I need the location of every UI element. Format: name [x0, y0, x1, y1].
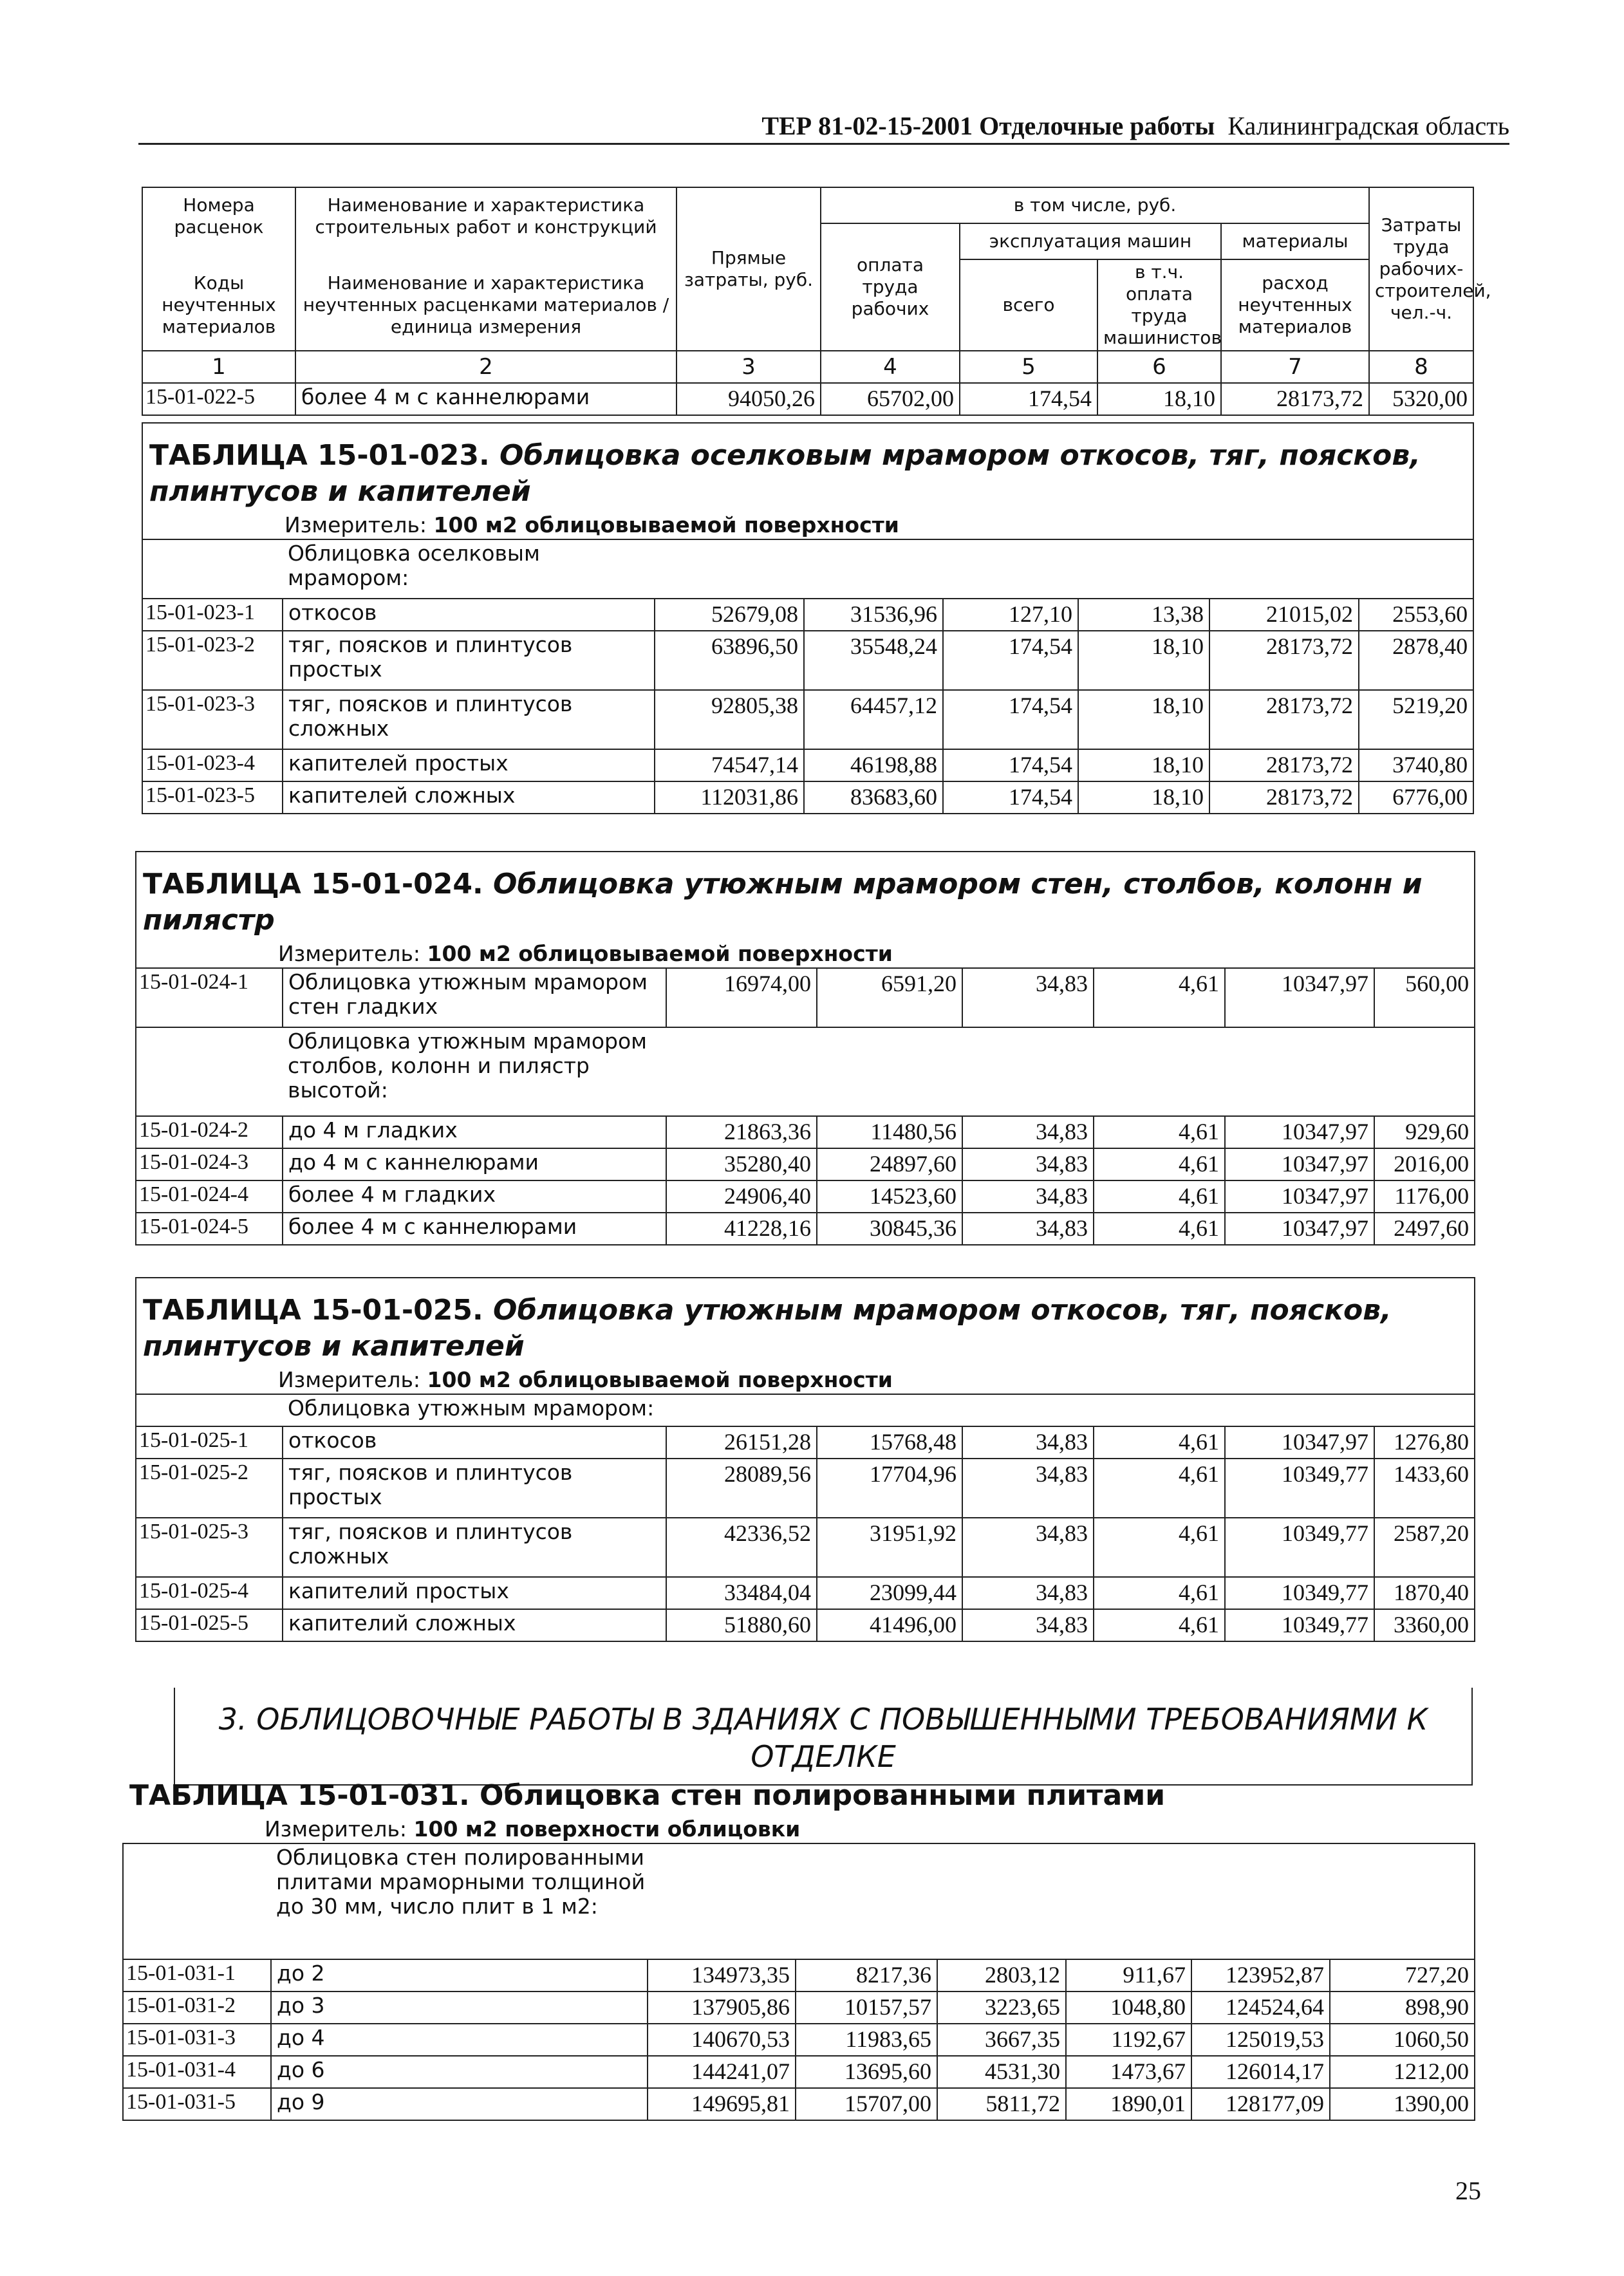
row-mat: 28173,72 [1209, 631, 1359, 690]
row-hours: 1433,60 [1374, 1459, 1475, 1518]
row-labor: 31536,96 [804, 599, 943, 631]
row-mach: 3667,35 [937, 2024, 1066, 2056]
col-num-1: 1 [142, 351, 295, 383]
row-mach-labor: 18,10 [1078, 690, 1209, 749]
row-name: до 2 [271, 1959, 648, 1992]
row-name: более 4 м с каннелюрами [283, 1213, 666, 1245]
table-row [142, 383, 1473, 415]
column-header-table [142, 187, 1491, 416]
col8-header: Затраты труда рабочих-строителей, чел.-ч. [1369, 187, 1473, 351]
row-mach: 174,54 [943, 690, 1078, 749]
table-row [142, 599, 1473, 631]
row-code: 15-01-025-3 [136, 1518, 283, 1577]
row-direct: 21863,36 [666, 1116, 817, 1148]
table-row [123, 2024, 1475, 2056]
section-title: 3. ОБЛИЦОВОЧНЫЕ РАБОТЫ В ЗДАНИЯХ С ПОВЫШЕННЫМИ ТРЕБОВАНИЯМИ К ОТДЕЛКЕ [174, 1688, 1472, 1785]
row-hours: 2497,60 [1374, 1213, 1475, 1245]
row-direct: 24906,40 [666, 1180, 817, 1213]
row-labor: 31951,92 [817, 1518, 962, 1577]
row-code: 15-01-024-1 [136, 968, 283, 1027]
row-code: 15-01-024-2 [136, 1116, 283, 1148]
row-hours: 1390,00 [1330, 2088, 1475, 2120]
row-mach-labor: 4,61 [1094, 1609, 1225, 1641]
col-num-3: 3 [677, 351, 821, 383]
table-title [123, 1764, 1475, 1816]
row-mat: 28173,72 [1209, 781, 1359, 814]
row-labor: 30845,36 [817, 1213, 962, 1245]
table-row [142, 749, 1473, 781]
col7-header: расход неучтенных материалов [1221, 259, 1369, 351]
row-code: 15-01-031-2 [123, 1992, 271, 2024]
row-mat: 10349,77 [1225, 1459, 1374, 1518]
row-labor: 46198,88 [804, 749, 943, 781]
row-labor: 8217,36 [796, 1959, 937, 1992]
row-mach: 34,83 [962, 1180, 1094, 1213]
row-code: 15-01-031-5 [123, 2088, 271, 2120]
row-labor: 23099,44 [817, 1577, 962, 1609]
row-mat: 10349,77 [1225, 1609, 1374, 1641]
row-direct: 51880,60 [666, 1609, 817, 1641]
running-header [138, 111, 1509, 145]
row-labor: 65702,00 [821, 383, 960, 415]
col3-header: Прямые затраты, руб. [677, 187, 821, 351]
table-row [136, 1518, 1475, 1577]
row-name: Облицовка утюжным мрамором стен гладких [283, 968, 666, 1027]
row-mach-labor: 4,61 [1094, 1577, 1225, 1609]
row-mach-labor: 18,10 [1078, 631, 1209, 690]
row-mat: 10347,97 [1225, 968, 1374, 1027]
table-row [123, 1992, 1475, 2024]
group-label: Облицовка утюжным мрамором столбов, колонн и пилястр высотой: [283, 1027, 1475, 1116]
row-mach: 34,83 [962, 1116, 1094, 1148]
table-row [136, 968, 1475, 1027]
measure-line [136, 1367, 1475, 1394]
row-mat: 124524,64 [1191, 1992, 1330, 2024]
row-labor: 10157,57 [796, 1992, 937, 2024]
row-mach: 2803,12 [937, 1959, 1066, 1992]
col2-top: Наименование и характеристика строительных работ и конструкций [295, 187, 677, 259]
row-hours: 560,00 [1374, 968, 1475, 1027]
row-labor: 11480,56 [817, 1116, 962, 1148]
measure-value: 100 м2 облицовываемой поверхности [427, 941, 893, 966]
row-mat: 10349,77 [1225, 1518, 1374, 1577]
row-name: капителей простых [283, 749, 655, 781]
row-name: капителей сложных [283, 781, 655, 814]
row-labor: 35548,24 [804, 631, 943, 690]
header-region: Калининградская область [1227, 111, 1509, 140]
row-labor: 15707,00 [796, 2088, 937, 2120]
row-labor: 83683,60 [804, 781, 943, 814]
row-mach-labor: 1473,67 [1066, 2056, 1191, 2088]
row-hours: 5320,00 [1369, 383, 1473, 415]
row-labor: 41496,00 [817, 1609, 962, 1641]
row-code: 15-01-022-5 [142, 383, 295, 415]
row-direct: 112031,86 [655, 781, 804, 814]
table-title-text: Облицовка утюжным мрамором стен, столбов, колонн и пилястр [143, 868, 1423, 937]
table-row [136, 1148, 1475, 1180]
row-direct: 52679,08 [655, 599, 804, 631]
row-mach: 34,83 [962, 1459, 1094, 1518]
row-direct: 41228,16 [666, 1213, 817, 1245]
row-code: 15-01-024-4 [136, 1180, 283, 1213]
row-hours: 898,90 [1330, 1992, 1475, 2024]
table-15-01-023 [142, 422, 1474, 814]
row-direct: 16974,00 [666, 968, 817, 1027]
row-hours: 3740,80 [1359, 749, 1473, 781]
table-row [136, 1609, 1475, 1641]
measure-value: 100 м2 облицовываемой поверхности [427, 1367, 893, 1392]
row-mach-labor: 4,61 [1094, 1116, 1225, 1148]
row-name: до 6 [271, 2056, 648, 2088]
row-name: тяг, поясков и плинтусов простых [283, 631, 655, 690]
col5-header: всего [960, 259, 1097, 351]
row-labor: 64457,12 [804, 690, 943, 749]
row-direct: 63896,50 [655, 631, 804, 690]
row-code: 15-01-025-1 [136, 1426, 283, 1459]
table-title-text: Облицовка утюжным мрамором откосов, тяг, поясков, плинтусов и капителей [143, 1294, 1392, 1363]
row-mat: 10349,77 [1225, 1577, 1374, 1609]
row-mat: 126014,17 [1191, 2056, 1330, 2088]
row-mach-labor: 911,67 [1066, 1959, 1191, 1992]
materials-header: материалы [1221, 223, 1369, 259]
row-name: откосов [283, 599, 655, 631]
table-row [123, 2088, 1475, 2120]
row-direct: 94050,26 [677, 383, 821, 415]
row-mach: 174,54 [943, 749, 1078, 781]
row-labor: 13695,60 [796, 2056, 937, 2088]
row-name: тяг, поясков и плинтусов сложных [283, 690, 655, 749]
table-row [136, 1577, 1475, 1609]
col-num-6: 6 [1097, 351, 1221, 383]
row-name: тяг, поясков и плинтусов сложных [283, 1518, 666, 1577]
col-num-2: 2 [295, 351, 677, 383]
row-mat: 10347,97 [1225, 1148, 1374, 1180]
col-num-4: 4 [821, 351, 960, 383]
table-title-number: ТАБЛИЦА 15-01-025. [143, 1294, 483, 1327]
row-mach-labor: 4,61 [1094, 1518, 1225, 1577]
table-title-number: ТАБЛИЦА 15-01-023. [149, 439, 490, 472]
table-row [142, 781, 1473, 814]
header-doc-title: ТЕР 81-02-15-2001 Отделочные работы [761, 111, 1215, 140]
row-direct: 149695,81 [648, 2088, 796, 2120]
table-title-text: Облицовка оселковым мрамором откосов, тяг, поясков, плинтусов и капителей [149, 439, 1421, 508]
measure-label: Измеритель: [278, 941, 421, 966]
row-mach-labor: 13,38 [1078, 599, 1209, 631]
row-hours: 2553,60 [1359, 599, 1473, 631]
group-label: Облицовка оселковым мрамором: [283, 539, 1473, 599]
col-num-5: 5 [960, 351, 1097, 383]
row-hours: 2587,20 [1374, 1518, 1475, 1577]
row-mach-labor: 18,10 [1078, 781, 1209, 814]
row-mach: 4531,30 [937, 2056, 1066, 2088]
row-mat: 125019,53 [1191, 2024, 1330, 2056]
row-hours: 1870,40 [1374, 1577, 1475, 1609]
row-mach: 174,54 [960, 383, 1097, 415]
table-title [136, 852, 1475, 941]
row-hours: 1212,00 [1330, 2056, 1475, 2088]
row-direct: 35280,40 [666, 1148, 817, 1180]
group-label: Облицовка утюжным мрамором: [283, 1394, 1475, 1426]
col1-bottom: Коды неучтенных материалов [142, 259, 295, 351]
row-direct: 92805,38 [655, 690, 804, 749]
row-mach-labor: 18,10 [1078, 749, 1209, 781]
table-title-number: ТАБЛИЦА 15-01-031. [129, 1779, 470, 1812]
incl-header: в том числе, руб. [821, 187, 1369, 223]
row-mach-labor: 4,61 [1094, 968, 1225, 1027]
row-direct: 33484,04 [666, 1577, 817, 1609]
row-code: 15-01-031-3 [123, 2024, 271, 2056]
row-code: 15-01-031-1 [123, 1959, 271, 1992]
row-name: до 4 м гладких [283, 1116, 666, 1148]
row-mat: 28173,72 [1209, 690, 1359, 749]
row-mach: 34,83 [962, 1577, 1094, 1609]
col2-bottom: Наименование и характеристика неучтенных расценками материалов / единица измерения [295, 259, 677, 351]
col6-header: в т.ч. оплата труда машинистов [1097, 259, 1221, 351]
row-mat: 28173,72 [1221, 383, 1369, 415]
row-direct: 137905,86 [648, 1992, 796, 2024]
col-num-7: 7 [1221, 351, 1369, 383]
table-row [123, 1959, 1475, 1992]
row-direct: 74547,14 [655, 749, 804, 781]
row-mat: 10347,97 [1225, 1116, 1374, 1148]
row-name: капителий простых [283, 1577, 666, 1609]
row-mach: 174,54 [943, 631, 1078, 690]
row-mach: 34,83 [962, 1609, 1094, 1641]
row-hours: 727,20 [1330, 1959, 1475, 1992]
row-code: 15-01-023-3 [142, 690, 283, 749]
table-title [142, 423, 1473, 512]
table-title-text: Облицовка стен полированными плитами [480, 1779, 1166, 1812]
row-hours: 5219,20 [1359, 690, 1473, 749]
row-name: тяг, поясков и плинтусов простых [283, 1459, 666, 1518]
row-hours: 929,60 [1374, 1116, 1475, 1148]
row-name: капителий сложных [283, 1609, 666, 1641]
table-row [136, 1180, 1475, 1213]
row-direct: 140670,53 [648, 2024, 796, 2056]
row-mach: 3223,65 [937, 1992, 1066, 2024]
row-direct: 144241,07 [648, 2056, 796, 2088]
table-title [136, 1278, 1475, 1367]
row-labor: 24897,60 [817, 1148, 962, 1180]
measure-value: 100 м2 поверхности облицовки [413, 1816, 801, 1842]
row-mach: 34,83 [962, 1518, 1094, 1577]
row-mat: 21015,02 [1209, 599, 1359, 631]
row-code: 15-01-023-5 [142, 781, 283, 814]
table-row [142, 631, 1473, 690]
row-name: до 9 [271, 2088, 648, 2120]
row-mach: 174,54 [943, 781, 1078, 814]
row-hours: 1176,00 [1374, 1180, 1475, 1213]
row-direct: 28089,56 [666, 1459, 817, 1518]
measure-label: Измеритель: [265, 1816, 407, 1842]
row-mach-labor: 4,61 [1094, 1148, 1225, 1180]
row-mach-labor: 4,61 [1094, 1180, 1225, 1213]
row-direct: 26151,28 [666, 1426, 817, 1459]
row-mach: 34,83 [962, 1148, 1094, 1180]
table-row [142, 690, 1473, 749]
table-15-01-025 [135, 1277, 1475, 1642]
row-name: более 4 м с каннелюрами [295, 383, 677, 415]
row-name: до 4 м с каннелюрами [283, 1148, 666, 1180]
row-mach-labor: 4,61 [1094, 1459, 1225, 1518]
row-name: до 3 [271, 1992, 648, 2024]
measure-value: 100 м2 облицовываемой поверхности [433, 512, 899, 537]
row-hours: 3360,00 [1374, 1609, 1475, 1641]
row-mach-labor: 1048,80 [1066, 1992, 1191, 2024]
row-code: 15-01-023-2 [142, 631, 283, 690]
row-code: 15-01-024-5 [136, 1213, 283, 1245]
table-15-01-024 [135, 851, 1475, 1245]
row-code: 15-01-025-5 [136, 1609, 283, 1641]
row-direct: 134973,35 [648, 1959, 796, 1992]
measure-label: Измеритель: [285, 512, 427, 537]
row-hours: 2878,40 [1359, 631, 1473, 690]
measure-line [142, 512, 1473, 539]
table-row [123, 2056, 1475, 2088]
row-name: откосов [283, 1426, 666, 1459]
row-mat: 28173,72 [1209, 749, 1359, 781]
row-labor: 15768,48 [817, 1426, 962, 1459]
col-num-8: 8 [1369, 351, 1473, 383]
row-mat: 123952,87 [1191, 1959, 1330, 1992]
row-labor: 14523,60 [817, 1180, 962, 1213]
row-name: более 4 м гладких [283, 1180, 666, 1213]
row-mat: 10347,97 [1225, 1180, 1374, 1213]
table-row [136, 1426, 1475, 1459]
row-code: 15-01-025-4 [136, 1577, 283, 1609]
row-mach-labor: 4,61 [1094, 1426, 1225, 1459]
machines-header: эксплуатация машин [960, 223, 1221, 259]
row-mach: 34,83 [962, 1426, 1094, 1459]
table-row [136, 1213, 1475, 1245]
row-mat: 10347,97 [1225, 1426, 1374, 1459]
table-row [136, 1459, 1475, 1518]
row-mat: 10347,97 [1225, 1213, 1374, 1245]
row-direct: 42336,52 [666, 1518, 817, 1577]
table-row [136, 1116, 1475, 1148]
row-mach-labor: 4,61 [1094, 1213, 1225, 1245]
row-code: 15-01-025-2 [136, 1459, 283, 1518]
row-name: до 4 [271, 2024, 648, 2056]
row-mach: 127,10 [943, 599, 1078, 631]
row-mach-labor: 1192,67 [1066, 2024, 1191, 2056]
row-mach: 5811,72 [937, 2088, 1066, 2120]
measure-line [136, 941, 1475, 968]
row-code: 15-01-031-4 [123, 2056, 271, 2088]
row-code: 15-01-023-1 [142, 599, 283, 631]
row-labor: 11983,65 [796, 2024, 937, 2056]
col4-header: оплата труда рабочих [821, 223, 960, 351]
page-number: 25 [1455, 2176, 1481, 2205]
row-mach: 34,83 [962, 1213, 1094, 1245]
row-mach-labor: 1890,01 [1066, 2088, 1191, 2120]
row-mach-labor: 18,10 [1097, 383, 1221, 415]
group-label: Облицовка стен полированными плитами мраморными толщиной до 30 мм, число плит в 1 м2: [271, 1843, 1475, 1959]
measure-label: Измеритель: [278, 1367, 421, 1392]
row-hours: 1060,50 [1330, 2024, 1475, 2056]
row-code: 15-01-023-4 [142, 749, 283, 781]
row-labor: 6591,20 [817, 968, 962, 1027]
table-15-01-031 [122, 1764, 1475, 2121]
row-hours: 6776,00 [1359, 781, 1473, 814]
measure-line [123, 1816, 1475, 1843]
row-hours: 1276,80 [1374, 1426, 1475, 1459]
row-code: 15-01-024-3 [136, 1148, 283, 1180]
col1-top: Номера расценок [142, 187, 295, 259]
row-mat: 128177,09 [1191, 2088, 1330, 2120]
row-hours: 2016,00 [1374, 1148, 1475, 1180]
row-labor: 17704,96 [817, 1459, 962, 1518]
row-mach: 34,83 [962, 968, 1094, 1027]
table-title-number: ТАБЛИЦА 15-01-024. [143, 868, 483, 900]
